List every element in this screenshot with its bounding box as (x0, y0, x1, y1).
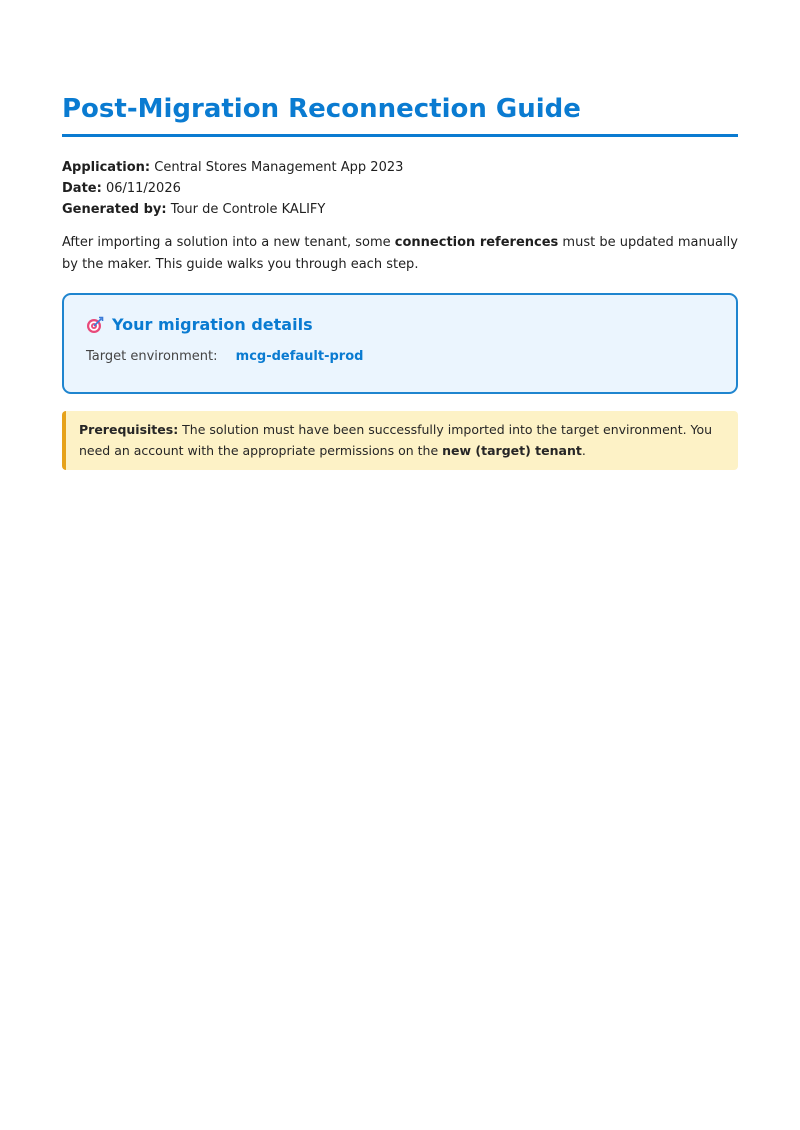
migration-details-title: Your migration details (112, 315, 313, 334)
prerequisites-callout (62, 411, 738, 470)
application-line (62, 157, 738, 178)
prerequisites-text-end: . (581, 443, 586, 458)
intro-text-start: After importing a solution into a new tenant, some (62, 235, 395, 250)
generated-by-label: Generated by: (62, 202, 167, 217)
date-label: Date: (62, 181, 102, 196)
prerequisites-emphasis: new (target) tenant (442, 443, 582, 458)
target-icon (86, 316, 104, 334)
target-environment-label: Target environment: (86, 349, 218, 364)
generated-by-line (62, 199, 738, 220)
intro-paragraph (62, 232, 738, 276)
target-environment-value: mcg-default-prod (235, 349, 364, 364)
generated-by-value: Tour de Controle KALIFY (170, 202, 326, 217)
migration-details-card (62, 293, 738, 394)
migration-details-heading (86, 313, 714, 337)
application-label: Application: (62, 160, 151, 175)
document-metadata (62, 157, 738, 220)
target-environment-row (86, 347, 714, 367)
intro-text-end: must be updated manually by the maker. This guide walks you through each step. (62, 235, 738, 272)
prerequisites-text: The solution must have been successfully imported into the target environment. You need an account with the appropriate permissions on the (79, 422, 713, 458)
date-value: 06/11/2026 (105, 181, 181, 196)
application-value: Central Stores Management App 2023 (154, 160, 404, 175)
page-title: Post-Migration Reconnection Guide (62, 92, 738, 137)
date-line (62, 178, 738, 199)
prerequisites-label: Prerequisites: (79, 422, 179, 437)
intro-emphasis: connection references (394, 235, 559, 250)
